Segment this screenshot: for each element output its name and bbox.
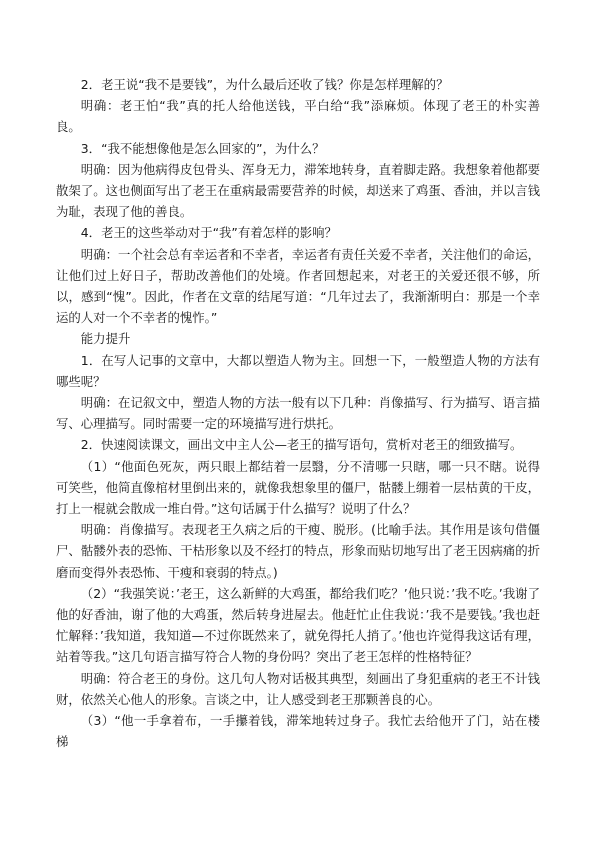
answer-paragraph: 明确：老王怕“我”真的托人给他送钱，平白给“我”添麻烦。体现了老王的朴实善良。 bbox=[56, 98, 540, 135]
answer-paragraph: 明确：因为他病得皮包骨头、浑身无力，滞笨地转身，直着脚走路。我想象着他都要散架了。这也侧面写出了老王在重病最需要营养的时候，却送来了鸡蛋、香油，并以言钱为耻，表现了他的善良。 bbox=[56, 161, 540, 220]
answer-paragraph: 明确：在记叙文中，塑造人物的方法一般有以下几种：肖像描写、行为描写、语言描写、心理描写。同时需要一定的环境描写进行烘托。 bbox=[56, 395, 540, 432]
answer-paragraph: 明确：符合老王的身份。这几句人物对话极其典型，刻画出了身犯重病的老王不计钱财，依然关心他人的形象。言谈之中，让人感受到老王那颗善良的心。 bbox=[56, 670, 540, 707]
question-paragraph: 4．老王的这些举动对于“我”有着怎样的影响？ bbox=[80, 225, 337, 241]
answer-paragraph: 明确：肖像描写。表现老王久病之后的干瘦、脱形。(比喻手法。其作用是该句借僵尸、骷髅外表的恐怖、干枯形象以及不经打的特点，形象而贴切地写出了老王因病痛的折磨而变得外表恐怖、干瘦和衰弱的特点。) bbox=[56, 522, 540, 580]
question-paragraph: 2．快速阅读课文，画出文中主人公—老王的描写语句，赏析对老王的细致描写。 bbox=[80, 437, 523, 453]
quote-paragraph: （3）“他一手拿着布，一手攥着钱，滞笨地转过身子。我忙去给他开了门，站在楼梯 bbox=[56, 713, 540, 750]
question-paragraph: 3．“我不能想像他是怎么回家的”，为什么？ bbox=[80, 140, 325, 156]
answer-paragraph: 明确：一个社会总有幸运者和不幸者，幸运者有责任关爱不幸者，关注他们的命运，让他们过上好日子，帮助改善他们的处境。作者回想起来，对老王的关爱还很不够，所以，感到“愧”。因此，作者在文章的结尾写道：“几年过去了，我渐渐明白：那是一个幸运的人对一个不幸者的愧怍。” bbox=[56, 246, 540, 326]
question-paragraph: 2．老王说“我不是要钱”，为什么最后还收了钱？你是怎样理解的？ bbox=[80, 77, 449, 92]
document-body bbox=[56, 74, 540, 753]
quote-paragraph: （2）“我强笑说：’老王，这么新鲜的大鸡蛋，都给我们吃？’他只说：’我不吃。’我谢了他的好香油，谢了他的大鸡蛋，然后转身进屋去。他赶忙止住我说：’我不是要钱。’我也赶忙解释：’我知道，我知道—不过你既然来了，就免得托人捎了。’他也许觉得我这话有理，站着等我。”这几句语言描写符合人物的身份吗？突出了老王怎样的性格特征？ bbox=[56, 585, 540, 665]
question-paragraph: 1．在写人记事的文章中，大都以塑造人物为主。回想一下，一般塑造人物的方法有哪些呢？ bbox=[56, 352, 540, 389]
quote-paragraph: （1）“他面色死灰，两只眼上都结着一层翳，分不清哪一只瞎，哪一只不瞎。说得可笑些，他简直像棺材里倒出来的，就像我想象里的僵尸，骷髅上绷着一层枯黄的干皮，打上一棍就会散成一堆白骨。”这句话属于什么描写？说明了什么？ bbox=[56, 458, 540, 517]
section-heading: 能力提升 bbox=[80, 331, 131, 347]
